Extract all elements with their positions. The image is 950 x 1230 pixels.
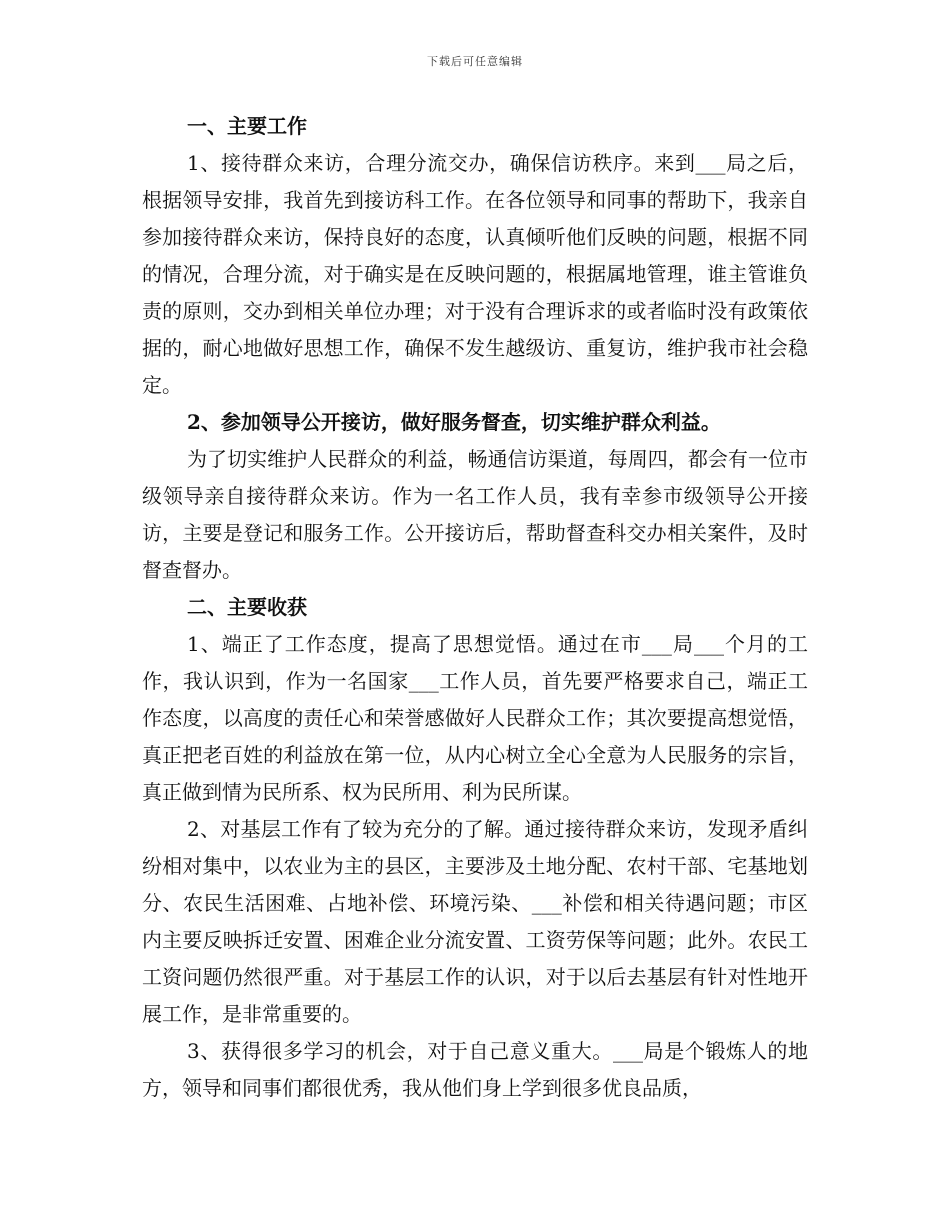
- paragraph-learning: 3、获得很多学习的机会，对于自己意义重大。___局是个锻炼人的地方，领导和同事们都很优秀，我从他们身上学到很多优良品质，: [142, 1039, 808, 1100]
- section-heading-main-work: 一、主要工作: [187, 114, 307, 138]
- paragraph-grassroots: 2、对基层工作有了较为充分的了解。通过接待群众来访，发现矛盾纠纷相对集中，以农业为主的县区，主要涉及土地分配、农村干部、宅基地划分、农民生活困难、占地补偿、环境污染、___补偿和相关待遇问题；市区内主要反映拆迁安置、困难企业分流安置、工资劳保等问题；此外。农民工工资问题仍然很严重。对于基层工作的认识，对于以后去基层有针对性地开展工作，是非常重要的。: [142, 817, 808, 1026]
- document-body: [142, 108, 808, 1107]
- page-header: 下载后可任意编辑: [427, 55, 523, 68]
- section-heading-main-gains: 二、主要收获: [187, 595, 307, 619]
- paragraph-attitude: 1、端正了工作态度，提高了思想觉悟。通过在市___局___个月的工作，我认识到，作为一名国家___工作人员，首先要严格要求自己，端正工作态度，以高度的责任心和荣誉感做好人民群众工作；其次要提高想觉悟，真正把老百姓的利益放在第一位，从内心树立全心全意为人民服务的宗旨，真正做到情为民所系、权为民所用、利为民所谋。: [142, 632, 808, 804]
- paragraph-public-reception: 为了切实维护人民群众的利益，畅通信访渠道，每周四，都会有一位市级领导亲自接待群众来访。作为一名工作人员，我有幸参市级领导公开接访，主要是登记和服务工作。公开接访后，帮助督查科交办相关案件，及时督查督办。: [142, 447, 808, 582]
- paragraph-reception: 1、接待群众来访，合理分流交办，确保信访秩序。来到___局之后，根据领导安排，我首先到接访科工作。在各位领导和同事的帮助下，我亲自参加接待群众来访，保持良好的态度，认真倾听他们反映的问题，根据不同的情况，合理分流，对于确实是在反映问题的，根据属地管理，谁主管谁负责的原则，交办到相关单位办理；对于没有合理诉求的或者临时没有政策依据的，耐心地做好思想工作，确保不发生越级访、重复访，维护我市社会稳定。: [142, 151, 808, 397]
- paragraph-bold-leadership: 2、参加领导公开接访，做好服务督查，切实维护群众利益。: [187, 410, 721, 434]
